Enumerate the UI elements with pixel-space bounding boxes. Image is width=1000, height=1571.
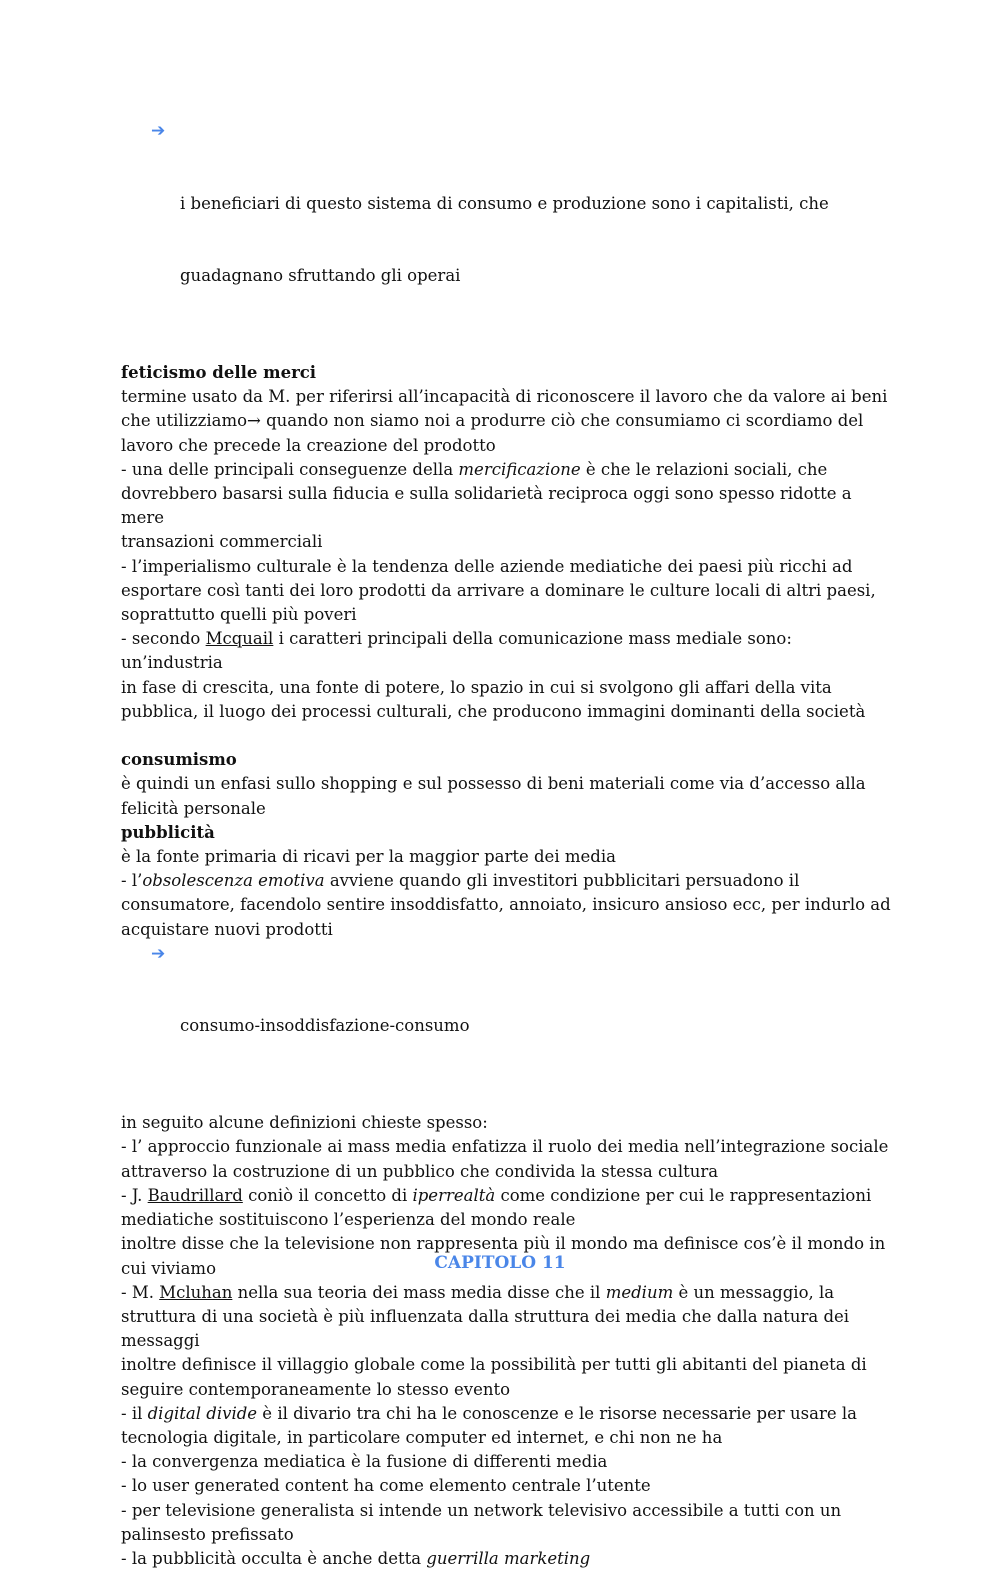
paragraph-line: è quindi un enfasi sullo shopping e sul possesso di beni materiali come via d’accesso alla: [121, 774, 866, 794]
paragraph-line: - la pubblicità occulta è anche detta guerrilla marketing: [121, 1548, 591, 1568]
paragraph-line: tecnologia digitale, in particolare computer ed internet, e chi non ne ha: [121, 1427, 723, 1447]
right-arrow-icon: ➔: [151, 121, 166, 141]
paragraph-line: - il digital divide è il divario tra chi ha le conoscenze e le risorse necessarie per usare la: [121, 1403, 857, 1423]
paragraph-line: - per televisione generalista si intende un network televisivo accessibile a tutti con un: [121, 1500, 842, 1520]
paragraph-line: termine usato da M. per riferirsi all’incapacità di riconoscere il lavoro che da valore ai beni: [121, 387, 888, 407]
list-text: i beneficiari di questo sistema di consumo e produzione sono i capitalisti, che: [180, 193, 829, 213]
paragraph-line: esportare così tanti dei loro prodotti da arrivare a dominare le culture locali di altri paesi,: [121, 580, 876, 600]
link-baudrillard: Baudrillard: [147, 1185, 243, 1205]
section-heading: consumismo: [121, 750, 237, 770]
paragraph-line: attraverso la costruzione di un pubblico che condivida la stessa cultura: [121, 1161, 719, 1181]
section-heading: pubblicità: [121, 822, 215, 842]
paragraph-line: - l’obsolescenza emotiva avviene quando gli investitori pubblicitari persuadono il: [121, 871, 800, 891]
arrow-list-item: [121, 942, 891, 1087]
paragraph-line: - l’imperialismo culturale è la tendenza delle aziende mediatiche dei paesi più ricchi ad: [121, 556, 853, 576]
paragraph-line: acquistare nuovi prodotti: [121, 919, 333, 939]
paragraph-line: pubblica, il luogo dei processi culturali, che producono immagini dominanti della società: [121, 701, 866, 721]
paragraph-line: in fase di crescita, una fonte di potere, lo spazio in cui si svolgono gli affari della vita: [121, 677, 832, 697]
list-text: consumo-insoddisfazione-consumo: [180, 1016, 470, 1036]
paragraph-line: mediatiche sostituiscono l’esperienza del mondo reale: [121, 1210, 576, 1230]
paragraph-line: - la convergenza mediatica è la fusione di differenti media: [121, 1452, 608, 1472]
paragraph-line: lavoro che precede la creazione del prodotto: [121, 435, 496, 455]
paragraph-line: consumatore, facendolo sentire insoddisfatto, annoiato, insicuro ansioso ecc, per indurlo ad: [121, 895, 891, 915]
document-page: [121, 119, 891, 1571]
paragraph-line: inoltre disse che la televisione non rappresenta più il mondo ma definisce cos’è il mondo in: [121, 1234, 886, 1254]
paragraph-line: inoltre definisce il villaggio globale come la possibilità per tutti gli abitanti del pianeta di: [121, 1355, 867, 1375]
list-text: guadagnano sfruttando gli operai: [180, 266, 461, 286]
paragraph-line: - una delle principali conseguenze della mercificazione è che le relazioni sociali, che: [121, 459, 828, 479]
paragraph-line: - secondo Mcquail i caratteri principali della comunicazione mass mediale sono: un’industria: [121, 629, 798, 673]
paragraph-line: cui viviamo: [121, 1258, 217, 1278]
paragraph-line: che utilizziamo→ quando non siamo noi a produrre ciò che consumiamo ci scordiamo del: [121, 411, 864, 431]
paragraph-line: struttura di una società è più influenzata dalla struttura dei media che dalla natura dei: [121, 1306, 850, 1326]
chapter-heading: CAPITOLO 11: [434, 1253, 566, 1273]
paragraph-line: soprattutto quelli più poveri: [121, 605, 357, 625]
section-heading: feticismo delle merci: [121, 363, 317, 383]
paragraph-line: felicità personale: [121, 798, 266, 818]
paragraph-line: seguire contemporaneamente lo stesso evento: [121, 1379, 511, 1399]
paragraph-line: palinsesto prefissato: [121, 1524, 294, 1544]
right-arrow-icon: ➔: [151, 943, 166, 964]
paragraph-line: è la fonte primaria di ricavi per la maggior parte dei media: [121, 847, 616, 867]
paragraph-line: messaggi: [121, 1331, 200, 1351]
paragraph-line: - J. Baudrillard coniò il concetto di iperrealtà come condizione per cui le rappresentazioni: [121, 1185, 872, 1205]
paragraph-line: dovrebbero basarsi sulla fiducia e sulla solidarietà reciproca oggi sono spesso ridotte a mere: [121, 484, 857, 528]
arrow-list-item: [121, 119, 891, 337]
paragraph-line: transazioni commerciali: [121, 532, 323, 552]
link-mcluhan: Mcluhan: [159, 1282, 233, 1302]
paragraph-line: - lo user generated content ha come elemento centrale l’utente: [121, 1476, 651, 1496]
link-mcquail: Mcquail: [205, 629, 274, 649]
paragraph-line: in seguito alcune definizioni chieste spesso:: [121, 1113, 488, 1133]
paragraph-line: - l’ approccio funzionale ai mass media enfatizza il ruolo dei media nell’integrazione sociale: [121, 1137, 889, 1157]
paragraph-line: - M. Mcluhan nella sua teoria dei mass media disse che il medium è un messaggio, la: [121, 1282, 835, 1302]
